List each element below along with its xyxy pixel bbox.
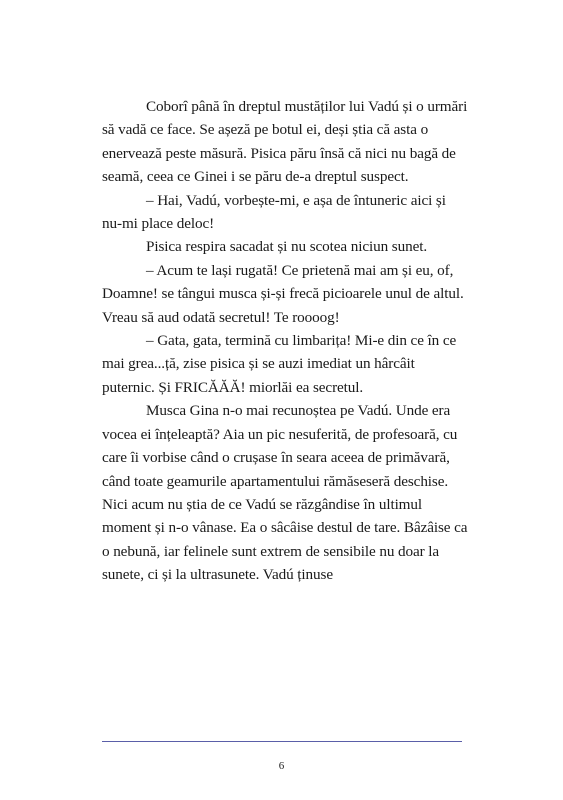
paragraph-2: – Hai, Vadú, vorbește-mi, e așa de întuneric aici și nu-mi place deloc! [102,191,446,233]
paragraph-1: Coborî până în dreptul mustăților lui Vadú și o urmări să vadă ce face. Se așeză pe botul ei, deși știa că asta o enervează peste măsură. Pisica păru însă că nici nu bagă de seamă, ceea ce Ginei i se păru de-a dreptul suspect. [102,98,468,186]
paragraph-4: – Acum te lași rugată! Ce prietenă mai am și eu, of, Doamne! se tângui musca și-și frecă picioarele unul de altul. Vreau să aud odată secretul! Te roooog! [102,261,464,326]
paragraph-5: – Gata, gata, termină cu limbarița! Mi-e din ce în ce mai grea...ță, zise pisica și se auzi imediat un hârcâit puternic. Și FRICĂĂĂ! miorlăi ea secretul. [102,332,457,396]
paragraph-3: Pisica respira sacadat și nu scotea niciun sunet. [146,238,428,256]
body-text [102,95,468,587]
paragraph-6: Musca Gina n-o mai recunoștea pe Vadú. Unde era vocea ei înțeleaptă? Aia un pic nesuferită, de profesoară, cu care îi vorbise când o crușase în seara aceea de primăvară, când toate geamurile apartamentului rămăseseră deschise. Nici acum nu știa de ce Vadú se răzgândise în ultimul moment și n-o vânase. Ea o sâcâise destul de tare. Bâzâise ca o nebună, iar felinele sunt extrem de sensibile nu doar la sunete, ci și la ultrasunete. Vadú ținuse [102,402,468,584]
footer-divider [102,741,462,742]
page-number: 6 [278,760,285,772]
